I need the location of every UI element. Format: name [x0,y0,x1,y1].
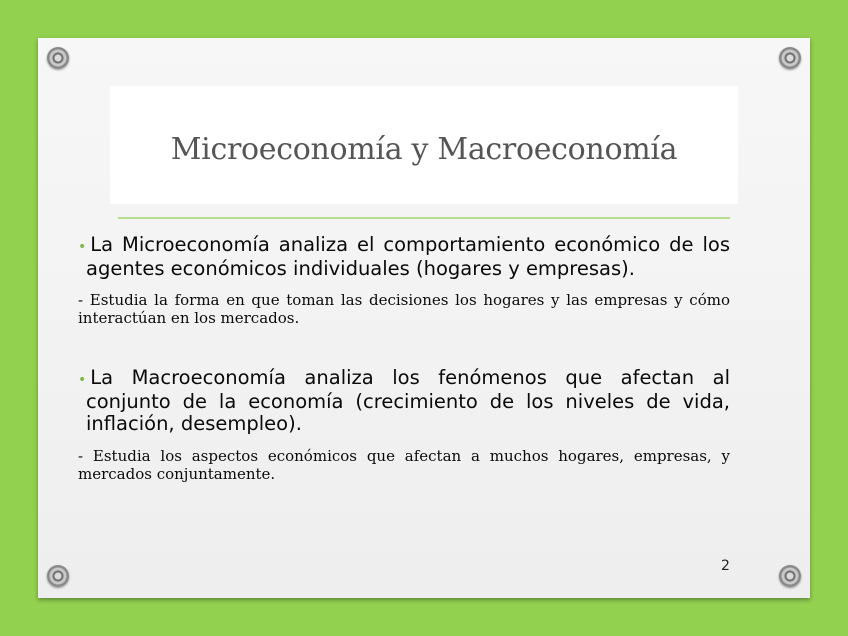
rivet-top-left-icon [47,47,69,69]
rivet-top-right-icon [779,47,801,69]
rivet-bottom-left-icon [47,565,69,587]
bullet-macroeconomia [78,367,730,435]
slide [38,38,810,598]
rivet-bottom-right-icon [779,565,801,587]
sub-bullet-microeconomia: - Estudia la forma en que toman las decisiones los hogares y las empresas y cómo interactúan en los mercados. [78,291,730,327]
bullet-dot-icon: • [78,372,87,388]
bullet-microeconomia [78,234,730,280]
title-placeholder [110,86,738,204]
title-divider [118,217,730,219]
slide-title: Microeconomía y Macroeconomía [170,131,678,167]
bullet-text: La Microeconomía analiza el comportamiento económico de los agentes económicos individuales (hogares y empresas). [86,233,730,280]
slide-number: 2 [721,558,730,574]
sub-bullet-macroeconomia: - Estudia los aspectos económicos que afectan a muchos hogares, empresas, y mercados conjuntamente. [78,447,730,483]
bullet-dot-icon: • [78,239,87,255]
content-area [78,232,730,483]
bullet-text: La Macroeconomía analiza los fenómenos que afectan al conjunto de la economía (crecimiento de los niveles de vida, inflación, desempleo). [86,366,730,435]
